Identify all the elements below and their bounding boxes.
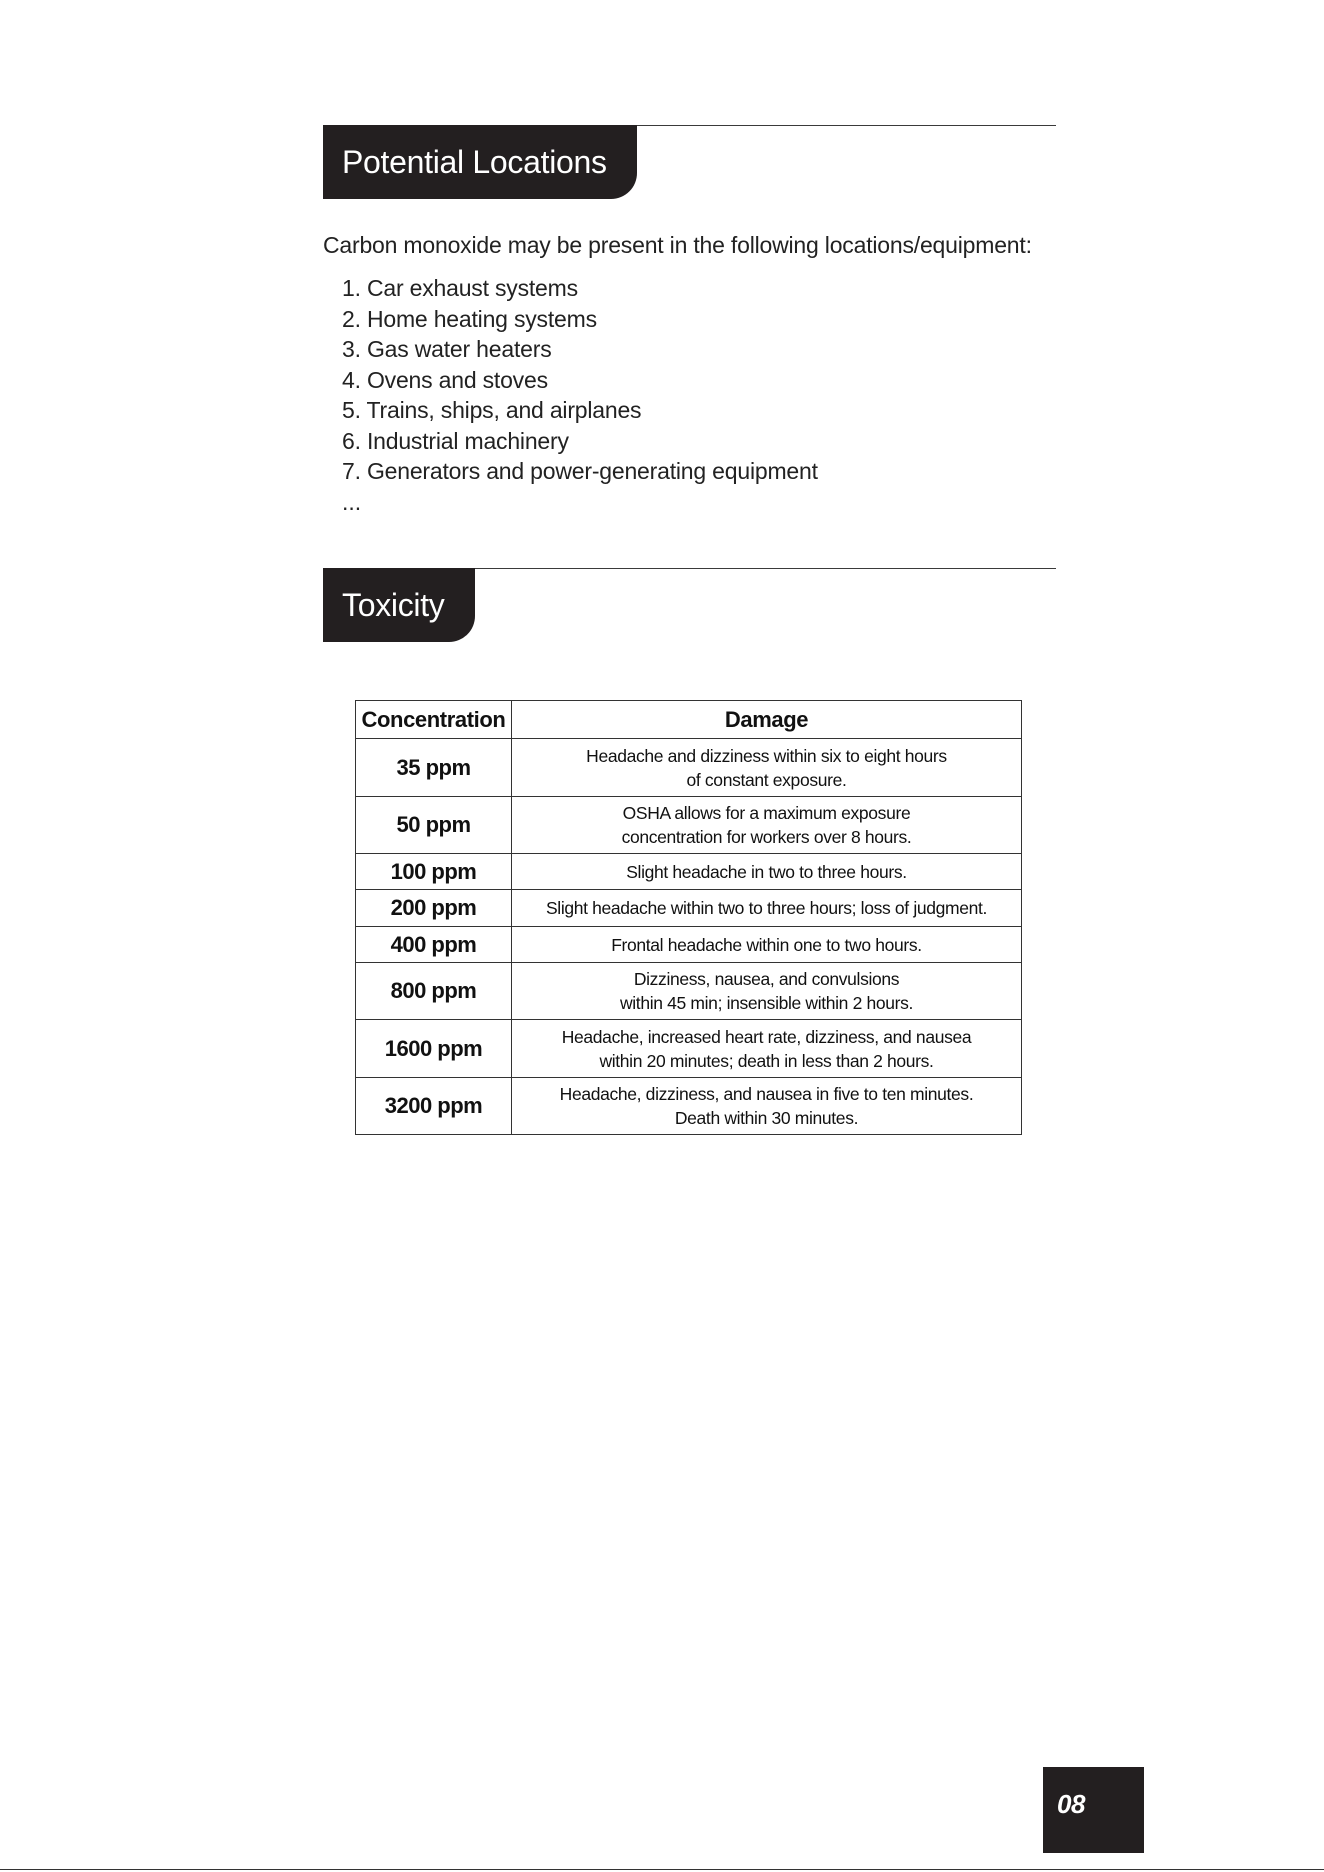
page-number-tab [1043, 1767, 1144, 1853]
bottom-divider [0, 1869, 1324, 1870]
concentration-cell: 800 ppm [356, 963, 512, 1020]
table-row [356, 963, 1022, 1020]
concentration-cell: 35 ppm [356, 739, 512, 797]
list-item: 4. Ovens and stoves [342, 366, 548, 393]
concentration-cell: 200 ppm [356, 890, 512, 927]
locations-list [342, 273, 818, 487]
section-title-locations: Potential Locations [323, 125, 637, 199]
list-item: 7. Generators and power-generating equipment [342, 458, 818, 484]
table-row [356, 854, 1022, 890]
table-row [356, 739, 1022, 797]
list-item: 5. Trains, ships, and airplanes [342, 397, 642, 423]
damage-cell: Frontal headache within one to two hours. [512, 927, 1022, 963]
concentration-cell: 1600 ppm [356, 1020, 512, 1078]
damage-cell: Slight headache within two to three hours; loss of judgment. [512, 890, 1022, 927]
damage-cell: Slight headache in two to three hours. [512, 854, 1022, 890]
column-header-damage: Damage [512, 701, 1022, 739]
page-number: 08 [1057, 1789, 1085, 1819]
table-header-row [356, 701, 1022, 739]
concentration-cell: 100 ppm [356, 854, 512, 890]
list-item: 3. Gas water heaters [342, 336, 552, 362]
section-header-locations [323, 125, 1056, 200]
damage-cell: Headache, dizziness, and nausea in five to ten minutes. Death within 30 minutes. [512, 1078, 1022, 1135]
column-header-concentration: Concentration [356, 701, 512, 739]
damage-cell: Headache and dizziness within six to eight hours of constant exposure. [512, 739, 1022, 797]
table-row [356, 890, 1022, 927]
section-header-toxicity [323, 568, 1056, 643]
list-item: 1. Car exhaust systems [342, 275, 578, 301]
toxicity-table [355, 700, 1022, 1135]
damage-cell: Headache, increased heart rate, dizziness, and nausea within 20 minutes; death in less than 2 hours. [512, 1020, 1022, 1078]
concentration-cell: 50 ppm [356, 797, 512, 854]
table-row [356, 797, 1022, 854]
locations-intro: Carbon monoxide may be present in the following locations/equipment: [323, 232, 1032, 258]
table-row [356, 1078, 1022, 1135]
list-item: 2. Home heating systems [342, 305, 597, 332]
table-row [356, 927, 1022, 963]
table-row [356, 1020, 1022, 1078]
concentration-cell: 400 ppm [356, 927, 512, 963]
list-ellipsis: ... [342, 489, 362, 515]
list-item: 6. Industrial machinery [342, 427, 569, 454]
damage-cell: OSHA allows for a maximum exposure concentration for workers over 8 hours. [512, 797, 1022, 854]
damage-cell: Dizziness, nausea, and convulsions within 45 min; insensible within 2 hours. [512, 963, 1022, 1020]
section-title-toxicity: Toxicity [323, 568, 475, 642]
concentration-cell: 3200 ppm [356, 1078, 512, 1135]
